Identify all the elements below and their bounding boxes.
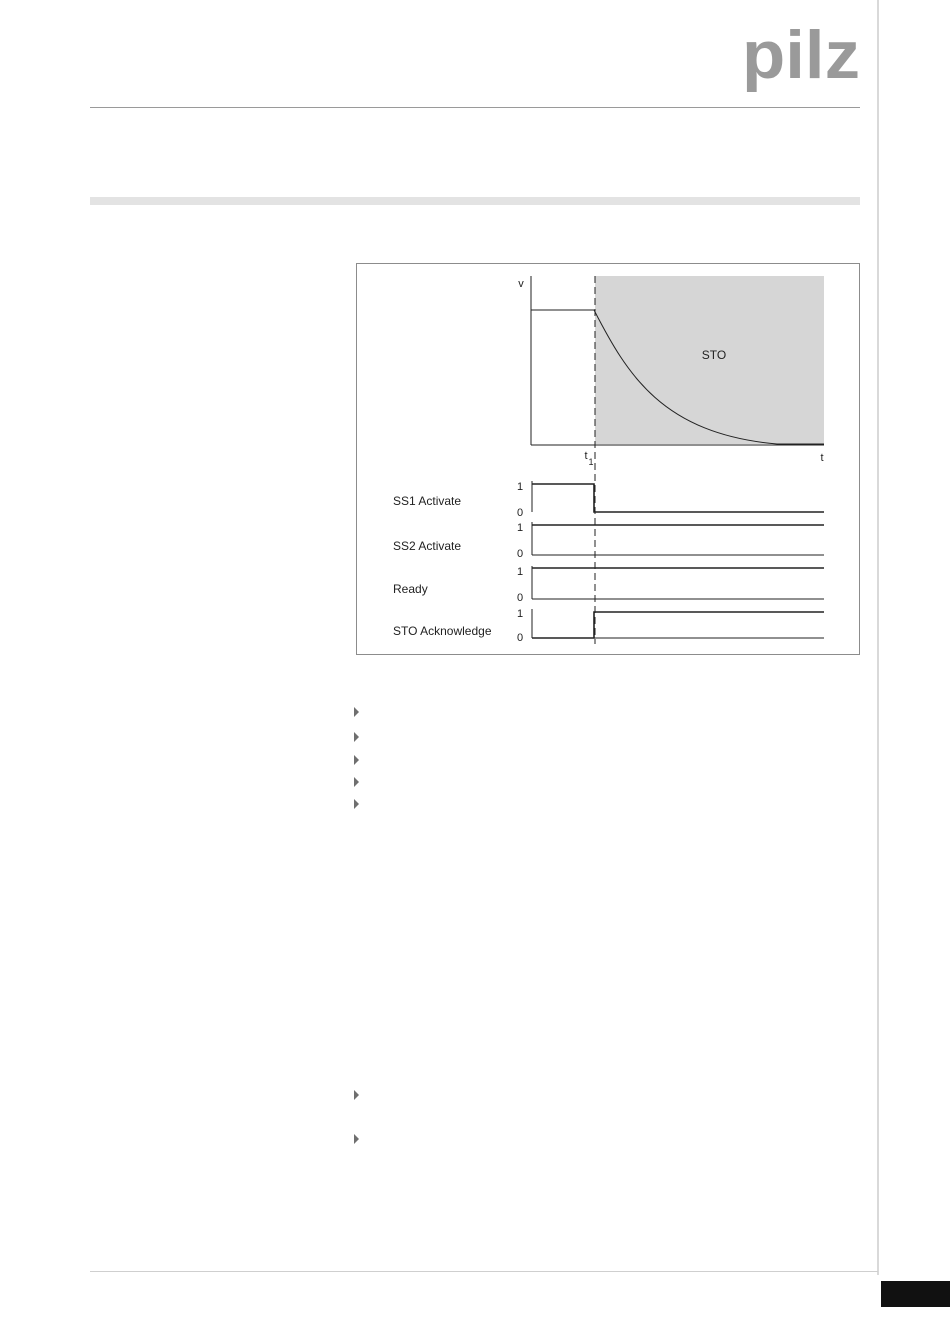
list-bullet-icon bbox=[354, 799, 359, 809]
ss1-low-label: 0 bbox=[517, 507, 524, 519]
sto-ack-high-label: 1 bbox=[517, 608, 524, 620]
footer-divider bbox=[90, 1271, 878, 1272]
logo-text: pilz bbox=[742, 26, 860, 93]
pilz-logo bbox=[742, 26, 862, 96]
timing-diagram-figure bbox=[356, 263, 860, 655]
t1-subscript: 1 bbox=[588, 457, 594, 467]
ss2-low-label: 0 bbox=[517, 548, 524, 560]
ready-high-label: 1 bbox=[517, 566, 524, 578]
ss2-high-label: 1 bbox=[517, 522, 524, 534]
ss1-high-label: 1 bbox=[517, 481, 524, 493]
t1-label: t bbox=[584, 450, 588, 462]
signal-name-ss2-activate: SS2 Activate bbox=[393, 539, 462, 553]
time-axis-label: t bbox=[820, 452, 824, 464]
sto-ack-low-label: 0 bbox=[517, 632, 524, 644]
page-edge-rule bbox=[877, 0, 879, 1275]
list-bullet-icon bbox=[354, 1134, 359, 1144]
sto-region-label: STO bbox=[701, 348, 727, 362]
page-number-tab bbox=[881, 1281, 950, 1307]
section-heading-bar bbox=[90, 197, 860, 205]
timing-diagram bbox=[357, 264, 859, 654]
signal-name-ready: Ready bbox=[393, 582, 428, 596]
velocity-axis-label: v bbox=[518, 278, 524, 290]
list-bullet-icon bbox=[354, 732, 359, 742]
list-bullet-icon bbox=[354, 777, 359, 787]
list-bullet-icon bbox=[354, 755, 359, 765]
ready-low-label: 0 bbox=[517, 592, 524, 604]
signal-name-sto-acknowledge: STO Acknowledge bbox=[393, 624, 492, 638]
signal-name-ss1-activate: SS1 Activate bbox=[393, 494, 462, 508]
ss1-activate-waveform bbox=[532, 484, 824, 512]
list-bullet-icon bbox=[354, 707, 359, 717]
sto-acknowledge-waveform bbox=[532, 612, 824, 638]
list-bullet-icon bbox=[354, 1090, 359, 1100]
header-divider bbox=[90, 107, 860, 108]
